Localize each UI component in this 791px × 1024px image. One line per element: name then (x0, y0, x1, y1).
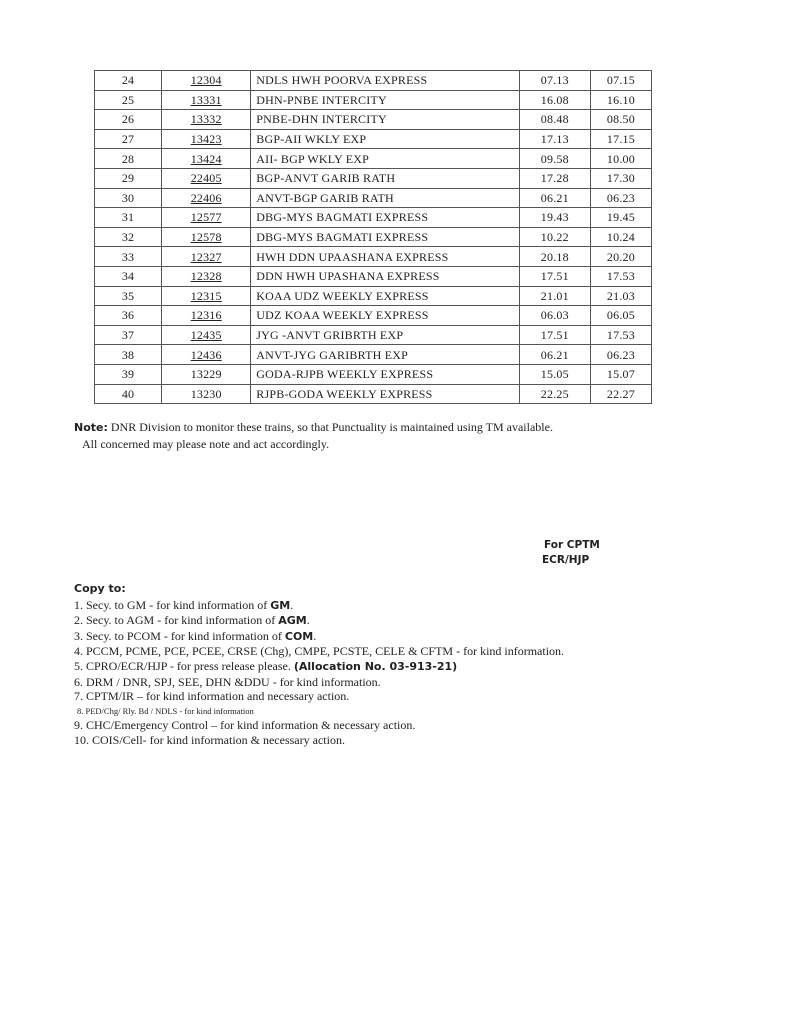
note-block (74, 419, 674, 452)
train-number-link[interactable]: 12436 (190, 347, 222, 362)
train-name-cell: ANVT-BGP GARIB RATH (251, 188, 519, 208)
serial-number-cell: 29 (95, 168, 162, 188)
train-name-cell: DBG-MYS BAGMATI EXPRESS (251, 208, 519, 228)
copy-to-item-text: 2. Secy. to AGM - for kind information of (74, 613, 279, 628)
signature-line-1: For CPTM (544, 539, 600, 551)
serial-number-cell: 34 (95, 266, 162, 286)
train-number-cell (162, 188, 251, 208)
copy-to-item (74, 718, 694, 733)
arrival-time-cell: 15.05 (519, 364, 590, 384)
train-number-link[interactable]: 13230 (190, 386, 222, 401)
arrival-time-cell: 20.18 (519, 247, 590, 267)
serial-number-cell: 33 (95, 247, 162, 267)
train-name-cell: JYG -ANVT GRIBRTH EXP (251, 325, 519, 345)
arrival-time-cell: 21.01 (519, 286, 590, 306)
train-number-link[interactable]: 12316 (190, 308, 222, 323)
arrival-time-cell: 08.48 (519, 110, 590, 130)
departure-time-cell: 06.23 (590, 345, 651, 365)
table-row (95, 306, 652, 326)
table-row (95, 71, 652, 91)
note-line-2: All concerned may please note and act accordingly. (82, 437, 330, 451)
serial-number-cell: 31 (95, 208, 162, 228)
serial-number-cell: 28 (95, 149, 162, 169)
train-number-link[interactable]: 13229 (190, 367, 222, 382)
train-name-cell: DHN-PNBE INTERCITY (251, 90, 519, 110)
note-line-1 (74, 419, 674, 436)
train-number-cell (162, 306, 251, 326)
copy-to-item-text: 3. Secy. to PCOM - for kind information of (74, 628, 285, 643)
table-row (95, 168, 652, 188)
train-name-cell: RJPB-GODA WEEKLY EXPRESS (251, 384, 519, 404)
arrival-time-cell: 06.21 (519, 345, 590, 365)
departure-time-cell: 20.20 (590, 247, 651, 267)
copy-to-item (74, 629, 694, 645)
train-number-link[interactable]: 22405 (190, 171, 222, 186)
train-number-link[interactable]: 12577 (190, 210, 222, 225)
train-name-cell: UDZ KOAA WEEKLY EXPRESS (251, 306, 519, 326)
copy-to-item-tail: . (306, 613, 310, 628)
table-row (95, 90, 652, 110)
serial-number-cell: 24 (95, 71, 162, 91)
arrival-time-cell: 06.21 (519, 188, 590, 208)
train-name-cell: BGP-AII WKLY EXP (251, 129, 519, 149)
train-number-cell (162, 71, 251, 91)
train-name-cell: ANVT-JYG GARIBRTH EXP (251, 345, 519, 365)
departure-time-cell: 06.05 (590, 306, 651, 326)
arrival-time-cell: 17.51 (519, 325, 590, 345)
train-name-cell: KOAA UDZ WEEKLY EXPRESS (251, 286, 519, 306)
train-name-cell: HWH DDN UPAASHANA EXPRESS (251, 247, 519, 267)
train-table-body (95, 71, 652, 404)
table-row (95, 364, 652, 384)
departure-time-cell: 07.15 (590, 71, 651, 91)
copy-to-item (74, 598, 694, 614)
train-number-cell (162, 168, 251, 188)
table-row (95, 266, 652, 286)
train-number-link[interactable]: 13332 (190, 112, 222, 127)
arrival-time-cell: 22.25 (519, 384, 590, 404)
note-text: DNR Division to monitor these trains, so that Punctuality is maintained using TM available. (107, 420, 553, 434)
table-row (95, 149, 652, 169)
copy-to-item-text: 10. COIS/Cell- for kind information & necessary action. (74, 732, 345, 747)
copy-to-item (74, 659, 694, 675)
arrival-time-cell: 09.58 (519, 149, 590, 169)
departure-time-cell: 15.07 (590, 364, 651, 384)
serial-number-cell: 40 (95, 384, 162, 404)
table-row (95, 286, 652, 306)
departure-time-cell: 10.24 (590, 227, 651, 247)
departure-time-cell: 10.00 (590, 149, 651, 169)
train-name-cell: PNBE-DHN INTERCITY (251, 110, 519, 130)
copy-to-item-bold: GM (270, 598, 291, 612)
copy-to-item-text: 8. PED/Chg/ Rly. Bd / NDLS - for kind information (77, 705, 254, 716)
copy-to-title: Copy to: (74, 582, 126, 595)
arrival-time-cell: 17.28 (519, 168, 590, 188)
copy-to-item-bold: COM (284, 629, 314, 643)
train-number-cell (162, 110, 251, 130)
train-number-link[interactable]: 22406 (190, 190, 222, 205)
copy-to-item-text: 1. Secy. to GM - for kind information of (74, 597, 271, 612)
train-number-cell (162, 129, 251, 149)
train-number-link[interactable]: 12315 (190, 288, 222, 303)
table-row (95, 384, 652, 404)
copy-to-item (74, 704, 694, 719)
train-number-cell (162, 364, 251, 384)
copy-to-item (74, 613, 694, 629)
serial-number-cell: 32 (95, 227, 162, 247)
train-number-cell (162, 208, 251, 228)
train-name-cell: NDLS HWH POORVA EXPRESS (251, 71, 519, 91)
train-number-cell (162, 90, 251, 110)
train-number-link[interactable]: 12304 (190, 73, 222, 88)
arrival-time-cell: 19.43 (519, 208, 590, 228)
table-row (95, 345, 652, 365)
copy-to-list (74, 598, 694, 748)
train-number-cell (162, 227, 251, 247)
departure-time-cell: 17.15 (590, 129, 651, 149)
copy-to-item-text: 9. CHC/Emergency Control – for kind information & necessary action. (74, 718, 416, 733)
departure-time-cell: 22.27 (590, 384, 651, 404)
train-number-link[interactable]: 12328 (190, 269, 222, 284)
train-number-link[interactable]: 12327 (190, 249, 222, 264)
departure-time-cell: 06.23 (590, 188, 651, 208)
train-name-cell: BGP-ANVT GARIB RATH (251, 168, 519, 188)
copy-to-item-bold: AGM (278, 614, 307, 628)
train-name-cell: GODA-RJPB WEEKLY EXPRESS (251, 364, 519, 384)
train-number-cell (162, 247, 251, 267)
copy-to-item-text: 6. DRM / DNR, SPJ, SEE, DHN &DDU - for kind information. (74, 674, 381, 689)
copy-to-item (74, 733, 694, 748)
serial-number-cell: 25 (95, 90, 162, 110)
departure-time-cell: 19.45 (590, 208, 651, 228)
table-row (95, 247, 652, 267)
train-number-cell (162, 345, 251, 365)
copy-to-item-tail: . (313, 628, 317, 643)
departure-time-cell: 21.03 (590, 286, 651, 306)
copy-to-item-text: 4. PCCM, PCME, PCE, PCEE, CRSE (Chg), CMPE, PCSTE, CELE & CFTM - for kind information. (74, 644, 565, 659)
train-name-cell: DDN HWH UPASHANA EXPRESS (251, 266, 519, 286)
arrival-time-cell: 07.13 (519, 71, 590, 91)
serial-number-cell: 38 (95, 345, 162, 365)
train-name-cell: AII- BGP WKLY EXP (251, 149, 519, 169)
train-number-link[interactable]: 13424 (190, 151, 222, 166)
arrival-time-cell: 17.51 (519, 266, 590, 286)
table-row (95, 325, 652, 345)
table-row (95, 227, 652, 247)
signature-line-2: ECR/HJP (542, 554, 590, 566)
train-number-cell (162, 384, 251, 404)
train-number-cell (162, 149, 251, 169)
departure-time-cell: 08.50 (590, 110, 651, 130)
train-number-cell (162, 325, 251, 345)
serial-number-cell: 35 (95, 286, 162, 306)
copy-to-block (74, 582, 694, 748)
copy-to-item (74, 644, 694, 659)
copy-to-item-tail: . (290, 597, 294, 612)
signature-block (542, 538, 600, 568)
departure-time-cell: 17.53 (590, 325, 651, 345)
train-number-link[interactable]: 12578 (190, 230, 222, 245)
train-number-link[interactable]: 13331 (190, 92, 222, 107)
serial-number-cell: 36 (95, 306, 162, 326)
departure-time-cell: 17.53 (590, 266, 651, 286)
serial-number-cell: 27 (95, 129, 162, 149)
table-row (95, 110, 652, 130)
table-row (95, 208, 652, 228)
table-row (95, 188, 652, 208)
arrival-time-cell: 10.22 (519, 227, 590, 247)
serial-number-cell: 37 (95, 325, 162, 345)
train-number-cell (162, 286, 251, 306)
copy-to-item (74, 689, 694, 704)
serial-number-cell: 26 (95, 110, 162, 130)
train-number-link[interactable]: 13423 (190, 132, 222, 147)
serial-number-cell: 39 (95, 364, 162, 384)
copy-to-item-bold: (Allocation No. 03-913-21) (293, 659, 458, 673)
train-name-cell: DBG-MYS BAGMATI EXPRESS (251, 227, 519, 247)
train-table (94, 70, 652, 404)
train-number-cell (162, 266, 251, 286)
arrival-time-cell: 16.08 (519, 90, 590, 110)
table-row (95, 129, 652, 149)
note-label: Note: (74, 421, 108, 434)
copy-to-item-text: 7. CPTM/IR – for kind information and necessary action. (74, 689, 350, 704)
copy-to-item (74, 675, 694, 690)
arrival-time-cell: 06.03 (519, 306, 590, 326)
copy-to-item-text: 5. CPRO/ECR/HJP - for press release please. (74, 658, 294, 673)
serial-number-cell: 30 (95, 188, 162, 208)
arrival-time-cell: 17.13 (519, 129, 590, 149)
departure-time-cell: 16.10 (590, 90, 651, 110)
train-number-link[interactable]: 12435 (190, 328, 222, 343)
departure-time-cell: 17.30 (590, 168, 651, 188)
